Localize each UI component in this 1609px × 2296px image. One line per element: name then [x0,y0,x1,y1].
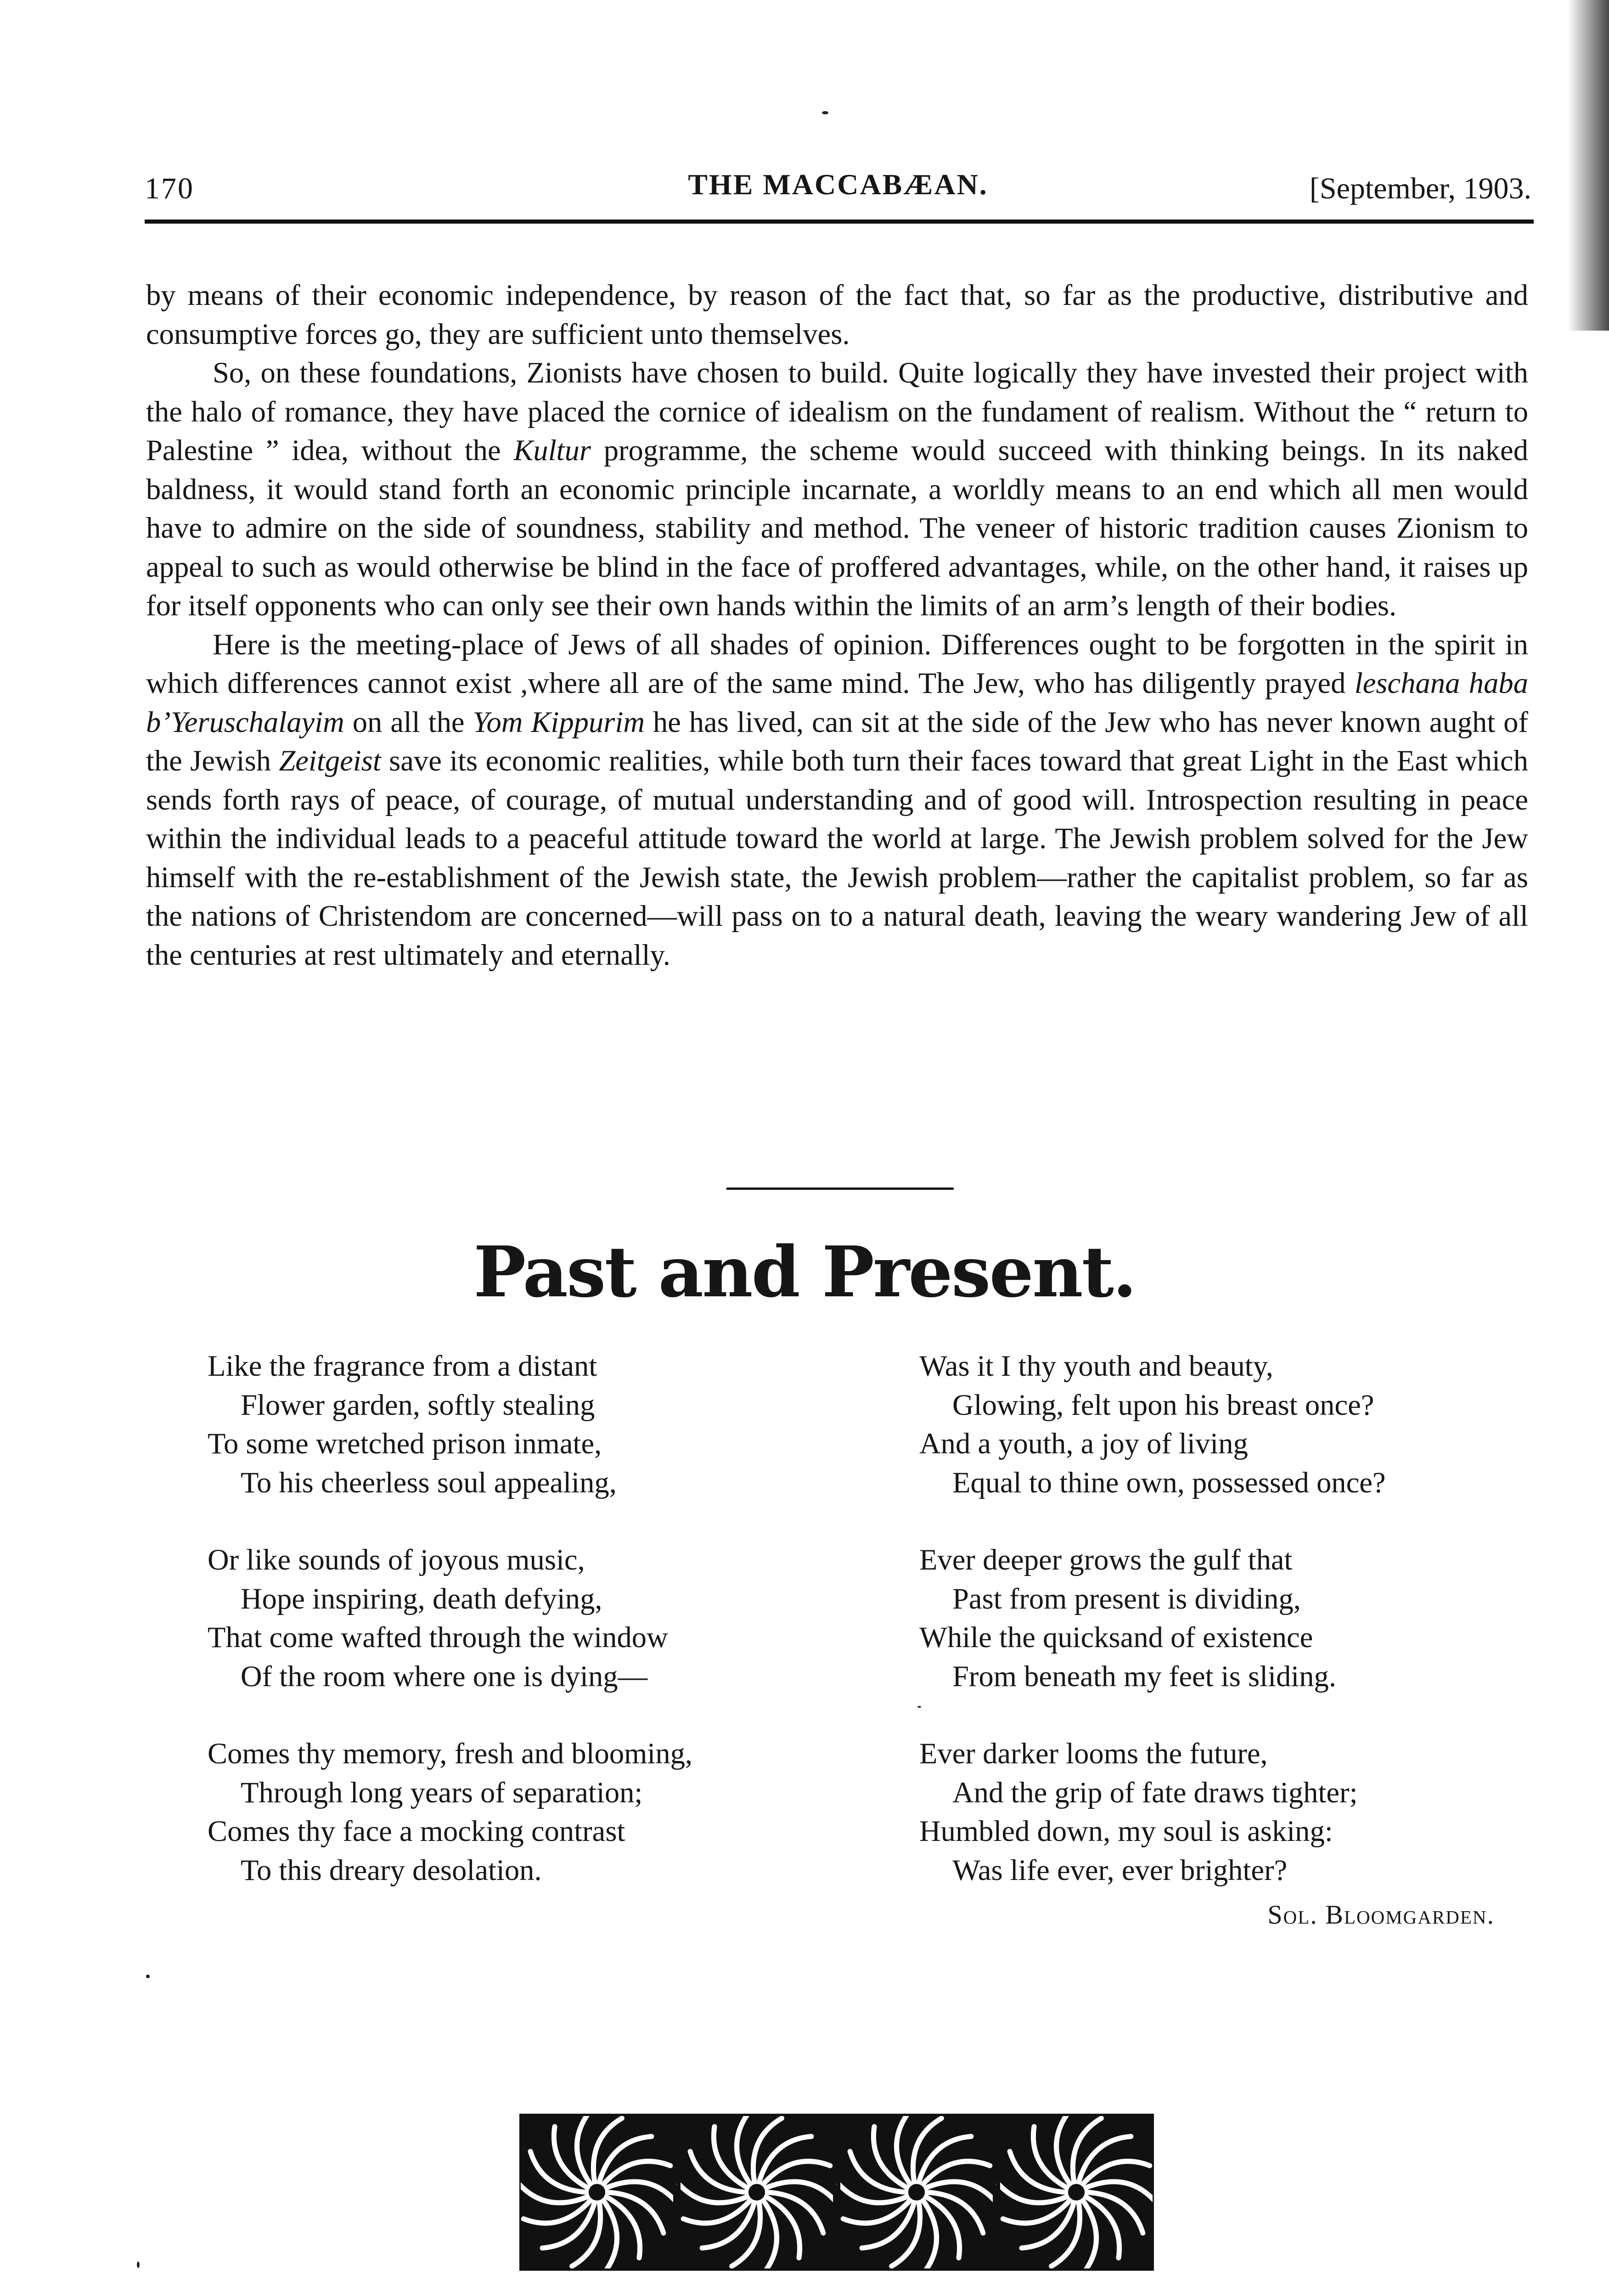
scan-speck [917,1706,921,1708]
article-body [146,276,1528,974]
poem-line: Flower garden, softly stealing [241,1388,595,1421]
poem-line: Was it I thy youth and beauty, [919,1349,1273,1382]
page-edge-shadow [1568,0,1609,331]
poem-line: That come wafted through the window [208,1621,668,1654]
floral-ornament-icon [517,2111,1156,2273]
poem-line: Through long years of separation; [241,1775,643,1809]
poem-line: To this dreary desolation. [241,1853,542,1886]
poem-line: Of the room where one is dying— [241,1659,648,1693]
poem-line: Past from present is dividing, [952,1581,1301,1615]
running-header [145,158,1531,218]
poem-line: While the quicksand of existence [919,1621,1313,1654]
poem-stanza [208,1734,896,1889]
poem-stanza [919,1540,1530,1695]
poem-line: Ever deeper grows the gulf that [919,1543,1293,1576]
ornament-tile [998,2114,1154,2270]
poem-line: Or like sounds of joyous music, [208,1543,585,1576]
poem-stanza [208,1540,896,1695]
article-paragraph: So, on these foundations, Zionists have chosen to build. Quite logically they have invested their project with the halo of romance, they have placed the cornice of idealism on the fundament of realism. Without the “ return to Palestine ” idea, without the Kultur programme, the scheme would succeed with thinking beings. In its naked baldness, it would stand forth an economic principle incarnate, a worldly means to an end which all men would have to admire on the side of soundness, stability and method. The veneer of historic tradition causes Zionism to appeal to such as would otherwise be blind in the face of proffered advantages, while, on the other hand, it raises up for itself opponents who can only see their own hands within the limits of an arm’s length of their bodies. [146,356,1528,622]
section-divider [726,1187,954,1190]
article-paragraph: by means of their economic independence, by reason of the fact that, so far as the productive, distributive and consumptive forces go, they are sufficient unto themselves. [146,278,1528,350]
poem-stanza [919,1734,1530,1889]
poem-line: And the grip of fate draws tighter; [952,1775,1358,1809]
poem-line: Comes thy face a mocking contrast [208,1814,625,1847]
poem-left-column [208,1346,896,1928]
journal-title: THE MACCABÆAN. [688,168,988,201]
scan-speck [146,1975,150,1978]
poem-line: And a youth, a joy of living [919,1427,1248,1460]
ornament-tile [519,2114,675,2270]
poem-line: Hope inspiring, death defying, [241,1581,602,1615]
poem-line: To his cheerless soul appealing, [241,1465,617,1499]
poem-line: To some wretched prison inmate, [208,1427,602,1460]
ornament-tile [838,2114,995,2270]
page-number: 170 [145,172,194,205]
issue-date: [September, 1903. [1309,172,1531,205]
poem-line: Comes thy memory, fresh and blooming, [208,1737,693,1770]
header-rule [145,219,1534,224]
poem-right-column [919,1346,1530,1928]
scan-speck [137,2262,140,2268]
poem-line: Like the fragrance from a distant [208,1349,597,1382]
poem-line: Glowing, felt upon his breast once? [952,1388,1374,1421]
ornament-tile [679,2114,835,2270]
ornament-graphic [517,2111,1156,2273]
poem-line: Was life ever, ever brighter? [952,1853,1288,1886]
poem-line: Equal to thine own, possessed once? [952,1465,1386,1499]
poem-stanza [208,1346,896,1502]
scan-speck [822,111,828,114]
poem-author: Sol. Bloomgarden. [1267,1900,1495,1930]
article-paragraph: Here is the meeting-place of Jews of all shades of opinion. Differences ought to be forgotten in the spirit in which differences cannot exist ,where all are of the same mind. The Jew, who has diligently prayed leschana haba b’Yeruschalayim on all the Yom Kippurim he has lived, can sit at the side of the Jew who has never known aught of the Jewish Zeitgeist save its economic realities, while both turn their faces toward that great Light in the East which sends forth rays of peace, of courage, of mutual understanding and of good will. Introspection resulting in peace within the individual leads to a peaceful attitude toward the world at large. The Jewish problem solved for the Jew himself with the re-establishment of the Jewish state, the Jewish problem—rather the capitalist problem, so far as the nations of Christendom are concerned—will pass on to a natural death, leaving the weary wandering Jew of all the centuries at rest ultimately and eternally. [146,627,1529,971]
poem-line: Humbled down, my soul is asking: [919,1814,1333,1847]
poem-stanza [919,1346,1530,1502]
poem-line: Ever darker looms the future, [919,1737,1268,1770]
poem-title: Past and Present. [473,1231,1136,1313]
poem-line: From beneath my feet is sliding. [952,1659,1336,1693]
